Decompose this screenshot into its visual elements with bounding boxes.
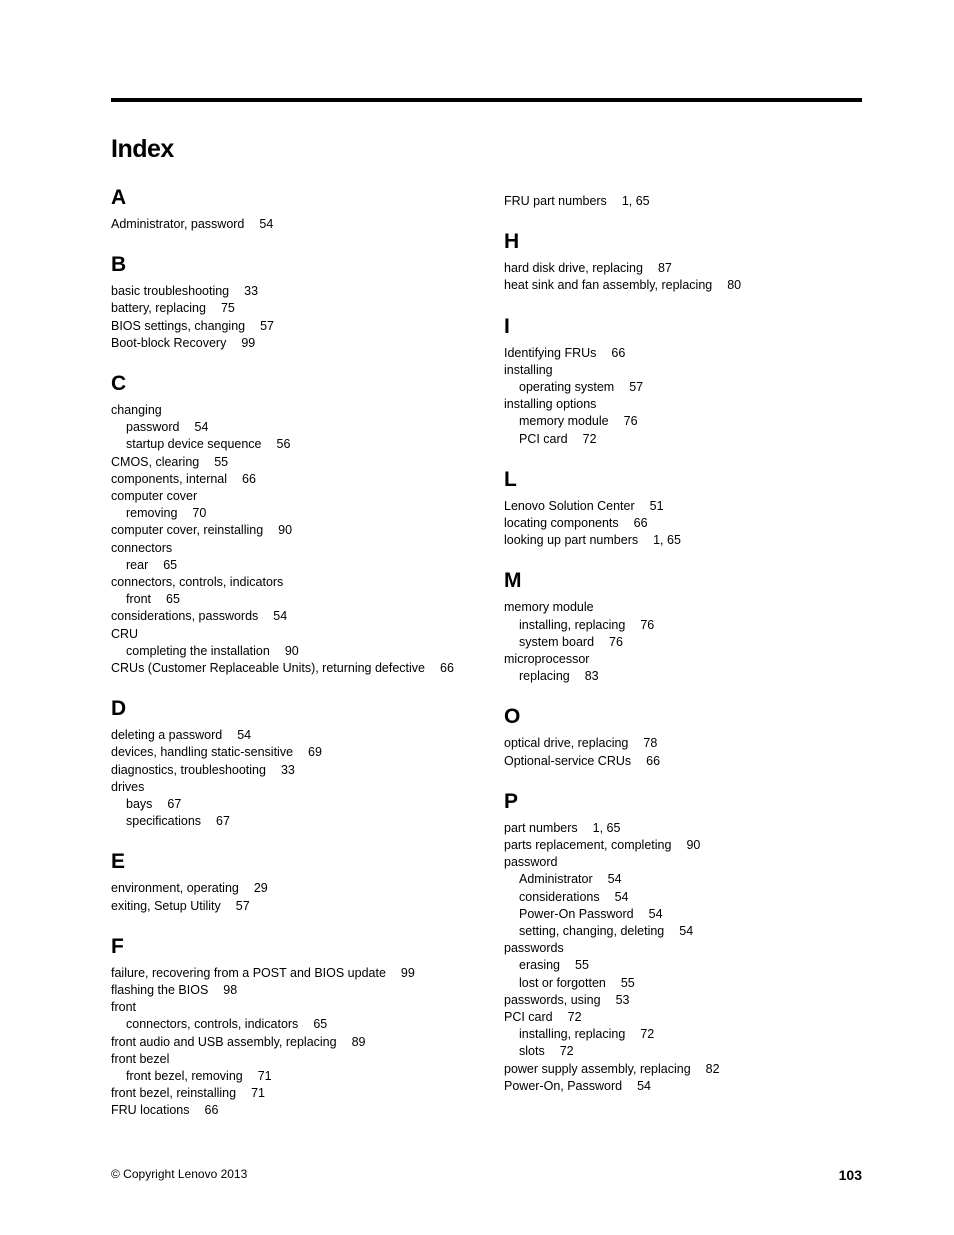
index-entry: [504, 277, 741, 293]
page-reference: 54: [648, 906, 663, 921]
index-entry: [504, 515, 648, 531]
index-term: Administrator: [519, 872, 593, 887]
index-entry: [111, 880, 268, 896]
index-term: exiting, Setup Utility: [111, 898, 221, 913]
page-reference: 53: [615, 992, 630, 1007]
index-term: failure, recovering from a POST and BIOS update: [111, 965, 386, 980]
index-term: deleting a password: [111, 728, 223, 743]
index-entry: [111, 626, 138, 642]
index-entry: [504, 396, 596, 412]
index-term: changing: [111, 403, 162, 417]
page-reference: 66: [646, 753, 661, 768]
index-entry: [504, 735, 657, 751]
index-term: CRUs (Customer Replaceable Units), returning defective: [111, 661, 426, 675]
top-rule: [111, 98, 862, 102]
index-entry: [504, 820, 620, 836]
index-entry: [504, 532, 681, 548]
index-term: microprocessor: [504, 652, 590, 666]
index-entry: [111, 779, 144, 795]
index-term: memory module: [519, 414, 609, 429]
index-term: specifications: [126, 814, 202, 829]
index-subentry: [111, 505, 206, 521]
index-entry: [504, 362, 553, 378]
index-term: replacing: [519, 669, 570, 684]
page-reference: 65: [313, 1017, 328, 1032]
index-term: operating system: [519, 380, 615, 394]
page-reference: 89: [351, 1034, 366, 1049]
page-reference: 99: [400, 965, 415, 980]
index-term: locating components: [504, 516, 619, 530]
index-entry: [111, 727, 251, 743]
index-letter-heading: O: [504, 705, 521, 729]
index-term: Boot-block Recovery: [111, 335, 227, 350]
index-term: drives: [111, 779, 145, 794]
index-term: front bezel: [111, 1051, 170, 1066]
index-subentry: [111, 419, 208, 435]
index-entry: [111, 1085, 265, 1101]
index-term: front audio and USB assembly, replacing: [111, 1034, 337, 1049]
index-entry: [111, 488, 197, 504]
index-entry: [111, 540, 172, 556]
index-entry: [111, 402, 162, 418]
index-term: considerations: [519, 889, 600, 904]
index-term: password: [126, 420, 180, 435]
index-term: erasing: [519, 958, 560, 973]
index-subentry: [504, 923, 693, 939]
index-term: considerations, passwords: [111, 609, 259, 624]
page-reference: 90: [284, 643, 299, 658]
page-reference: 76: [623, 414, 638, 429]
index-term: components, internal: [111, 471, 228, 486]
page-reference: 76: [609, 634, 623, 649]
page-reference: 54: [679, 924, 694, 938]
index-entry: [504, 837, 700, 853]
index-term: Optional-service CRUs: [504, 753, 632, 768]
index-entry: [111, 1051, 169, 1067]
index-term: Administrator, password: [111, 217, 245, 231]
index-letter-heading: F: [111, 934, 124, 958]
page-reference: 72: [567, 1010, 582, 1024]
index-term: parts replacement, completing: [504, 838, 672, 852]
index-term: slots: [519, 1044, 545, 1059]
index-entry: [111, 965, 415, 981]
index-term: BIOS settings, changing: [111, 318, 246, 333]
index-term: power supply assembly, replacing: [504, 1061, 691, 1076]
index-entry: [504, 1078, 651, 1094]
index-entry: [111, 300, 235, 316]
index-subentry: [504, 668, 599, 684]
page-reference: 90: [278, 523, 293, 538]
index-entry: [111, 574, 283, 590]
index-entry: [111, 1034, 366, 1050]
index-letter-heading: H: [504, 230, 520, 254]
page-reference: 54: [614, 889, 629, 904]
index-term: heat sink and fan assembly, replacing: [504, 278, 713, 293]
index-entry: [504, 940, 564, 956]
page-reference: 72: [559, 1044, 574, 1059]
page-reference: 1, 65: [592, 820, 621, 835]
page-reference: 65: [166, 592, 180, 607]
page-reference: 55: [620, 975, 635, 990]
index-term: PCI card: [504, 1010, 553, 1024]
page-reference: 67: [167, 797, 182, 811]
index-entry: [504, 1061, 720, 1077]
page-title: Index: [111, 135, 174, 163]
index-term: flashing the BIOS: [111, 983, 209, 997]
index-term: bays: [126, 797, 153, 811]
index-term: connectors, controls, indicators: [126, 1017, 299, 1032]
index-letter-heading: E: [111, 850, 126, 874]
index-subentry: [111, 796, 181, 812]
index-term: setting, changing, deleting: [519, 924, 665, 938]
index-term: rear: [126, 557, 149, 572]
index-subentry: [504, 413, 638, 429]
index-term: Lenovo Solution Center: [504, 498, 635, 513]
index-term: CRU: [111, 626, 139, 641]
page-reference: 71: [251, 1086, 265, 1101]
index-subentry: [504, 975, 635, 991]
page-reference: 65: [163, 557, 178, 572]
page-reference: 72: [582, 431, 597, 446]
index-subentry: [504, 871, 622, 887]
index-letter-heading: B: [111, 253, 127, 277]
page-reference: 51: [649, 498, 664, 513]
page-reference: 54: [607, 872, 622, 887]
index-subentry: [111, 436, 290, 452]
index-term: startup device sequence: [126, 437, 262, 452]
index-subentry: [504, 431, 597, 447]
index-term: looking up part numbers: [504, 533, 639, 548]
index-term: Power-On Password: [519, 906, 634, 921]
index-subentry: [111, 1016, 327, 1032]
index-term: computer cover, reinstalling: [111, 523, 264, 538]
index-letter-heading: L: [504, 467, 517, 491]
index-entry: [111, 283, 258, 299]
index-term: diagnostics, troubleshooting: [111, 762, 266, 777]
page-reference: 55: [214, 454, 229, 469]
page-number: 103: [838, 1167, 862, 1183]
index-entry: [504, 753, 660, 769]
index-entry: [504, 854, 558, 870]
index-term: basic troubleshooting: [111, 284, 230, 299]
index-term: optical drive, replacing: [504, 736, 629, 751]
index-subentry: [504, 957, 589, 973]
index-entry: [504, 193, 650, 209]
page-reference: 54: [237, 728, 252, 743]
index-entry: [111, 335, 255, 351]
index-subentry: [111, 643, 299, 659]
index-term: password: [504, 855, 558, 870]
index-entry: [111, 999, 136, 1015]
index-term: removing: [126, 506, 178, 521]
index-letter-heading: M: [504, 569, 522, 593]
page-reference: 1, 65: [653, 533, 681, 548]
index-term: environment, operating: [111, 881, 239, 896]
page-reference: 98: [223, 983, 238, 997]
page-reference: 55: [575, 958, 589, 973]
page-reference: 56: [276, 437, 291, 452]
page-reference: 1, 65: [621, 194, 650, 208]
page-reference: 71: [257, 1069, 272, 1083]
index-entry: [111, 608, 287, 624]
index-term: hard disk drive, replacing: [504, 261, 643, 276]
index-term: computer cover: [111, 489, 198, 503]
index-entry: [504, 260, 672, 276]
index-term: front: [111, 1000, 137, 1015]
page-reference: 87: [657, 261, 672, 276]
index-entry: [111, 522, 292, 538]
index-entry: [504, 599, 594, 615]
index-entry: [504, 1009, 582, 1025]
index-term: devices, handling static-sensitive: [111, 745, 294, 760]
page-reference: 66: [633, 516, 648, 530]
index-entry: [504, 498, 664, 514]
index-entry: [111, 454, 228, 470]
page-reference: 54: [273, 609, 288, 624]
page-reference: 99: [241, 335, 256, 350]
index-term: installing, replacing: [519, 1027, 626, 1042]
index-entry: [111, 982, 237, 998]
page-reference: 78: [643, 736, 658, 751]
page-reference: 67: [216, 814, 230, 829]
index-term: Power-On, Password: [504, 1078, 623, 1093]
index-entry: [111, 762, 295, 778]
index-entry: [111, 744, 322, 760]
index-term: connectors, controls, indicators: [111, 575, 284, 589]
page-reference: 57: [629, 380, 644, 394]
page-reference: 54: [637, 1078, 652, 1093]
index-entry: [504, 992, 629, 1008]
index-term: FRU part numbers: [504, 194, 607, 208]
index-term: passwords, using: [504, 992, 601, 1007]
index-term: lost or forgotten: [519, 975, 606, 990]
index-subentry: [504, 1026, 654, 1042]
index-letter-heading: P: [504, 789, 519, 813]
page-reference: 54: [194, 420, 209, 435]
page-reference: 33: [244, 284, 259, 299]
page-reference: 66: [440, 661, 454, 675]
index-subentry: [504, 379, 643, 395]
index-letter-heading: A: [111, 186, 127, 209]
page-reference: 57: [260, 318, 275, 333]
page-reference: 83: [584, 669, 599, 684]
index-term: part numbers: [504, 820, 578, 835]
page-reference: 29: [253, 881, 268, 896]
index-entry: [504, 651, 589, 667]
page-reference: 76: [640, 617, 655, 632]
index-term: system board: [519, 634, 595, 649]
index-term: installing: [504, 362, 553, 377]
index-letter-heading: C: [111, 372, 127, 395]
index-term: connectors: [111, 540, 173, 555]
index-entry: [111, 1102, 218, 1118]
index-subentry: [111, 813, 230, 829]
index-term: installing options: [504, 397, 597, 412]
index-term: PCI card: [519, 431, 568, 446]
page-reference: 90: [686, 838, 701, 852]
index-term: front bezel, reinstalling: [111, 1086, 237, 1101]
index-entry: [111, 318, 274, 334]
index-subentry: [504, 889, 629, 905]
index-letter-heading: I: [504, 314, 510, 338]
page-reference: 69: [308, 745, 322, 760]
index-entry: [111, 471, 256, 487]
page-reference: 80: [727, 278, 742, 293]
index-subentry: [504, 1043, 574, 1059]
index-entry: [111, 216, 273, 232]
index-term: completing the installation: [126, 643, 270, 658]
page-reference: 70: [192, 506, 207, 521]
page-reference: 66: [242, 471, 256, 486]
index-subentry: [111, 591, 180, 607]
page-reference: 54: [259, 217, 274, 231]
page-reference: 72: [640, 1027, 655, 1042]
index-term: front: [126, 592, 152, 607]
page-reference: 57: [235, 898, 250, 913]
index-term: memory module: [504, 600, 594, 615]
index-subentry: [111, 557, 177, 573]
index-term: front bezel, removing: [126, 1069, 243, 1083]
index-subentry: [111, 1068, 272, 1084]
index-term: FRU locations: [111, 1103, 190, 1118]
index-subentry: [504, 617, 654, 633]
page-reference: 66: [204, 1103, 219, 1118]
index-term: battery, replacing: [111, 301, 206, 316]
page-reference: 66: [611, 345, 626, 360]
index-subentry: [504, 634, 623, 650]
page-reference: 75: [220, 301, 235, 316]
index-term: Identifying FRUs: [504, 345, 597, 360]
index-entry: [111, 660, 454, 676]
index-entry: [111, 898, 250, 914]
index-term: installing, replacing: [519, 617, 626, 632]
index-letter-heading: D: [111, 697, 127, 721]
page-reference: 82: [705, 1061, 720, 1076]
index-term: CMOS, clearing: [111, 454, 200, 469]
page-reference: 33: [280, 762, 295, 777]
index-subentry: [504, 906, 663, 922]
copyright-notice: © Copyright Lenovo 2013: [111, 1167, 248, 1181]
index-entry: [504, 345, 625, 361]
index-term: passwords: [504, 941, 564, 956]
